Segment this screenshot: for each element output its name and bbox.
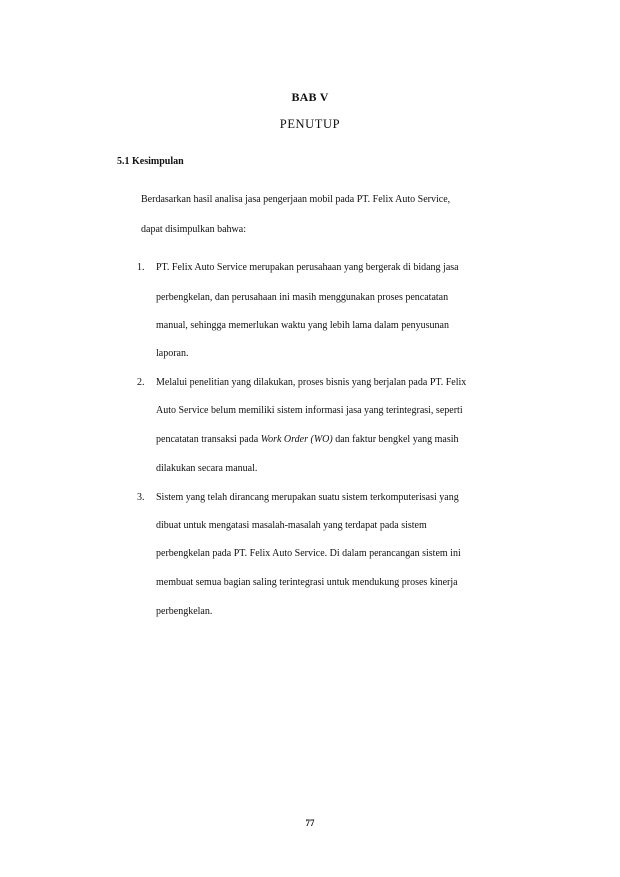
list-item-line: perbengkelan. xyxy=(156,606,213,617)
list-item-line: membuat semua bagian saling terintegrasi untuk mendukung proses kinerja xyxy=(156,577,458,588)
list-item-line: laporan. xyxy=(156,348,189,359)
intro-line: dapat disimpulkan bahwa: xyxy=(141,224,246,235)
list-item-line: dilakukan secara manual. xyxy=(156,463,258,474)
chapter-label: BAB V xyxy=(291,90,329,104)
section-heading: 5.1 Kesimpulan xyxy=(117,156,184,167)
intro-line: Berdasarkan hasil analisa jasa pengerjaan mobil pada PT. Felix Auto Service, xyxy=(141,194,451,205)
text-segment: dan faktur bengkel yang masih xyxy=(332,434,459,445)
list-item-line: manual, sehingga memerlukan waktu yang lebih lama dalam penyusunan xyxy=(156,320,449,331)
list-item-number: 1. xyxy=(137,262,145,273)
list-item-line: dibuat untuk mengatasi masalah-masalah yang terdapat pada sistem xyxy=(156,520,427,531)
list-item-number: 2. xyxy=(137,377,145,388)
list-item-number: 3. xyxy=(137,492,145,503)
list-item-line: perbengkelan, dan perusahaan ini masih menggunakan proses pencatatan xyxy=(156,292,449,303)
work-order-term: Work Order (WO) xyxy=(260,434,333,445)
list-item-line: Melalui penelitian yang dilakukan, proses bisnis yang berjalan pada PT. Felix xyxy=(156,377,467,388)
list-item-line: Auto Service belum memiliki sistem informasi jasa yang terintegrasi, seperti xyxy=(156,405,463,416)
text-segment: pencatatan transaksi pada xyxy=(156,434,261,445)
chapter-title: PENUTUP xyxy=(279,117,341,131)
page-number: 77 xyxy=(305,818,315,828)
list-item-line xyxy=(156,434,459,446)
list-item-line: perbengkelan pada PT. Felix Auto Service. Di dalam perancangan sistem ini xyxy=(156,548,461,559)
list-item-line: PT. Felix Auto Service merupakan perusahaan yang bergerak di bidang jasa xyxy=(156,262,459,273)
list-item-line: Sistem yang telah dirancang merupakan suatu sistem terkomputerisasi yang xyxy=(156,492,459,503)
